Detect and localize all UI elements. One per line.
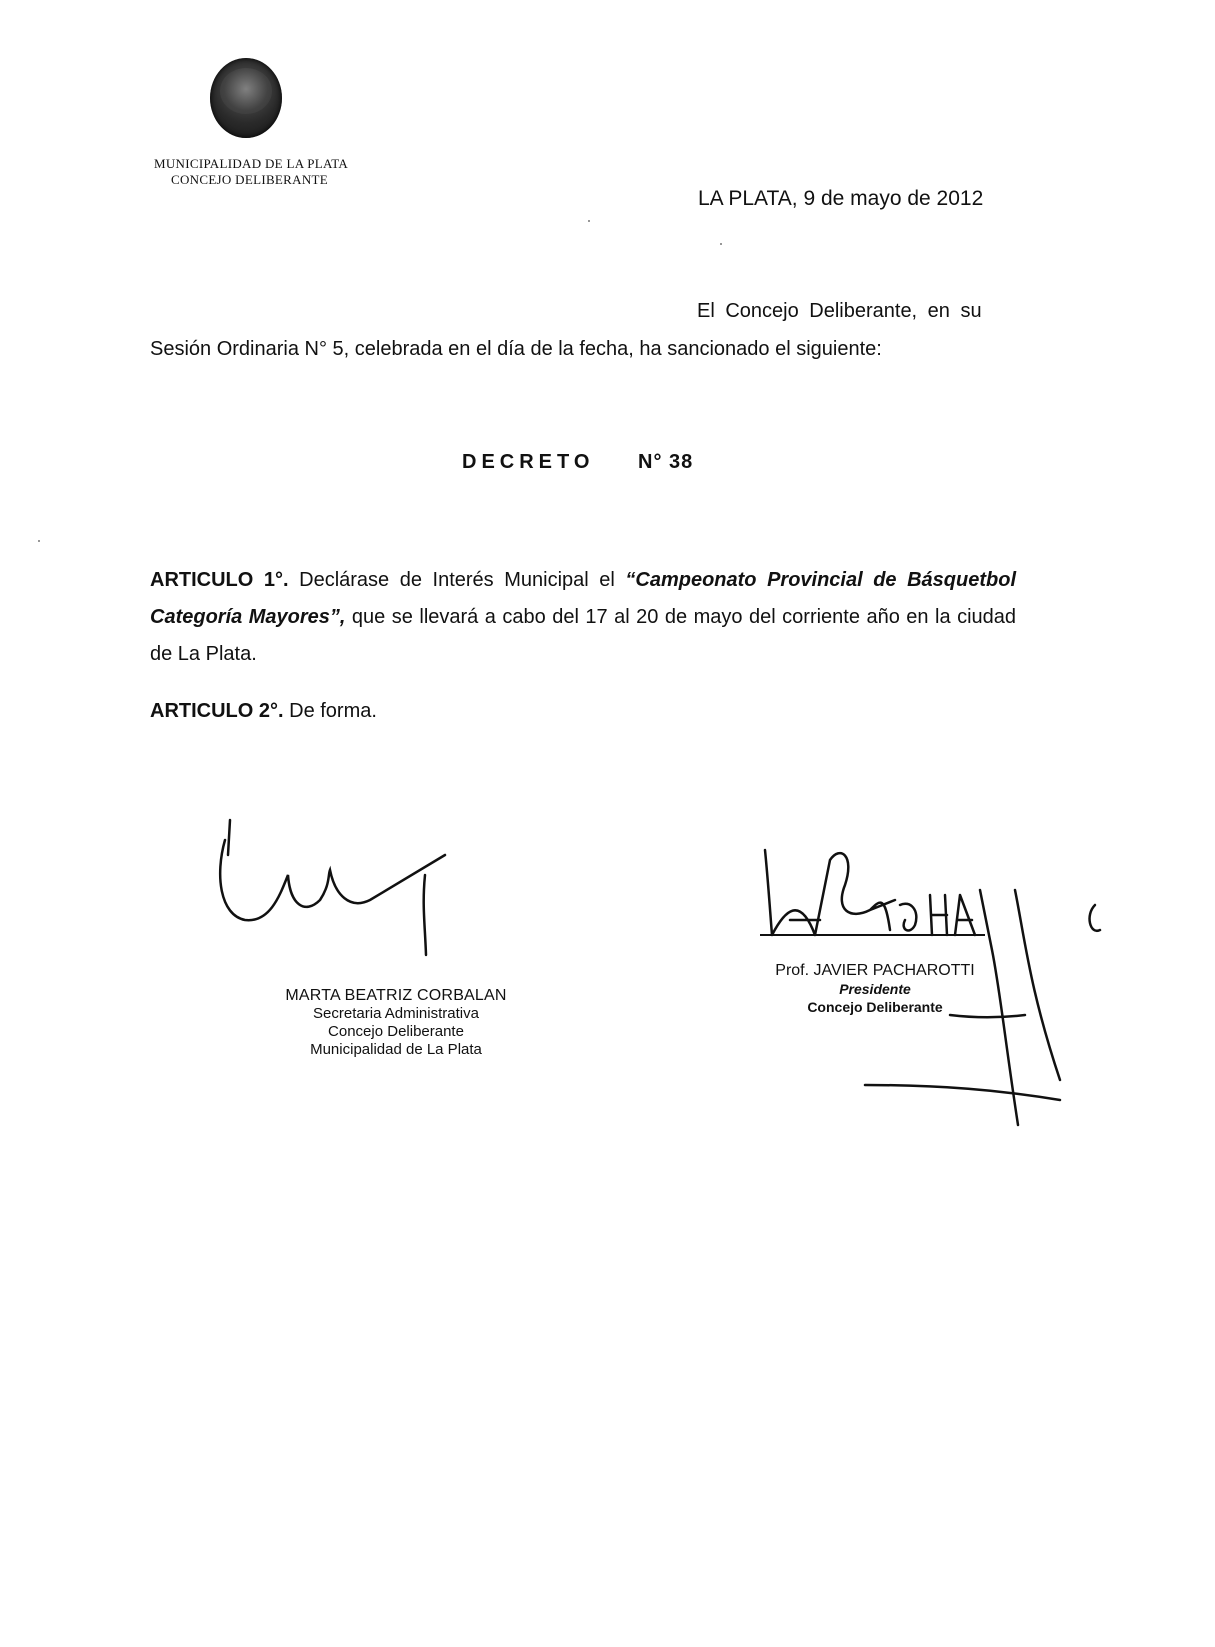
right-signature-block: [760, 962, 990, 1016]
municipal-seal-icon: [210, 58, 282, 138]
article-1-text-before: Declárase de Interés Municipal el: [299, 569, 615, 591]
intro-line-1: El Concejo Deliberante, en su: [697, 300, 982, 322]
left-signature-block: [276, 987, 516, 1059]
org-name: MUNICIPALIDAD DE LA PLATA: [154, 156, 349, 171]
decree-title: DECRETO: [462, 451, 595, 473]
org-council: CONCEJO DELIBERANTE: [171, 172, 328, 187]
article-1-label: ARTICULO 1°.: [150, 569, 289, 591]
scan-speck: [38, 540, 40, 542]
left-signer-body: Concejo Deliberante: [328, 1023, 464, 1040]
article-2: [150, 700, 377, 723]
left-signer-org: Municipalidad de La Plata: [310, 1041, 482, 1058]
article-2-text: De forma.: [289, 700, 377, 722]
right-signer-name: Prof. JAVIER PACHAROTTI: [775, 962, 975, 979]
right-signer-role: Presidente: [839, 981, 911, 997]
right-signer-body: Concejo Deliberante: [807, 999, 943, 1015]
scan-speck: [588, 220, 590, 222]
decree-number: N° 38: [638, 451, 694, 473]
left-signer-name: MARTA BEATRIZ CORBALAN: [285, 987, 507, 1004]
article-1-event-name: “Campeonato Provincial de Básquetbol Categoría Mayores”,: [150, 569, 1017, 628]
article-1: [150, 562, 1016, 673]
scan-speck: [720, 243, 722, 245]
left-signature: [210, 815, 470, 965]
article-1-text-after: que se llevará a cabo del 17 al 20 de mayo del corriente año en la ciudad de La Plata.: [150, 606, 1016, 665]
article-2-label: ARTICULO 2°.: [150, 700, 284, 722]
document-date: LA PLATA, 9 de mayo de 2012: [698, 187, 984, 210]
intro-line-2: Sesión Ordinaria N° 5, celebrada en el día de la fecha, ha sancionado el siguiente:: [150, 338, 882, 360]
left-signer-role: Secretaria Administrativa: [313, 1005, 479, 1022]
